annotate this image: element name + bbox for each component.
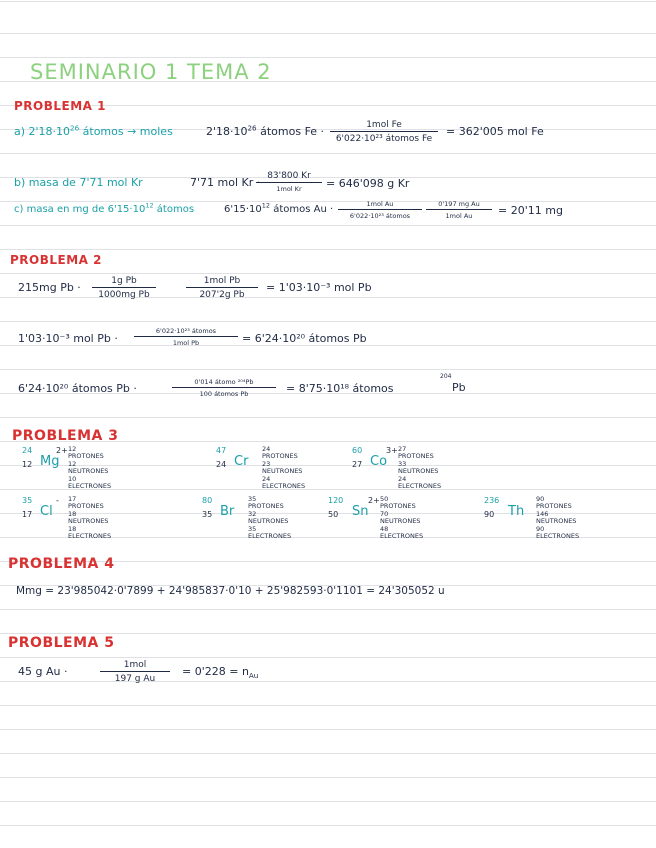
p1-c-lead: $6'15\cdot 10^{12}$ átomos Au · (224, 201, 334, 215)
protons: 12 PROTONES (68, 445, 104, 461)
problem-4-heading: PROBLEMA 4 (8, 556, 115, 572)
p2-line1-result: = 1'03·10⁻³ mol Pb (266, 281, 372, 294)
p1-a-result: = 362'005 mol Fe (446, 125, 544, 138)
p2-line2-fraction: 6'022·10²³ átomos 1mol Pb (134, 327, 238, 347)
atomic-number: 90 (484, 510, 495, 519)
protons: 24 PROTONES (262, 445, 298, 461)
neutrons: 146 NEUTRONES (536, 509, 577, 526)
mass-number: 60 (352, 446, 363, 455)
mass-number: 120 (328, 496, 344, 505)
page-title: SEMINARIO 1 TEMA 2 (30, 60, 272, 84)
p1-b-lead: 7'71 mol Kr · (190, 176, 261, 189)
p2-line1-lead: 215mg Pb · (18, 281, 81, 294)
protons: 17 PROTONES (68, 495, 104, 511)
p1-b-label: b) masa de 7'71 mol Kr (14, 176, 143, 189)
charge: 3+ (386, 446, 398, 455)
p2-line3-result: = 8'75·10¹⁸ átomos (286, 382, 394, 395)
protons: 35 PROTONES (248, 495, 284, 511)
protons: 27 PROTONES (398, 445, 434, 461)
mass-number: 24 (22, 446, 33, 455)
p2-line1-fraction-1: $\frac{\text{1g Pb}}{\text{1000mg Pb}}$ (92, 276, 156, 300)
particle-counts (398, 446, 441, 491)
p2-line2-lead: 1'03·10⁻³ mol Pb · (18, 332, 118, 345)
atomic-number: 50 (328, 510, 339, 519)
charge: - (56, 496, 59, 505)
element-symbol: Cr (234, 454, 249, 469)
mass-number: 47 (216, 446, 227, 455)
element-symbol: Co (370, 454, 388, 469)
mass-number: 35 (22, 496, 33, 505)
p1-a-label: a) $2'18\cdot 10^{26}$ átomos → moles (14, 123, 173, 138)
charge: 2+ (368, 496, 380, 505)
neutrons: 12 NEUTRONES (68, 459, 109, 476)
electrons: 24 ELECTRONES (262, 474, 306, 491)
p2-line2-result: = 6'24·10²⁰ átomos Pb (242, 332, 367, 345)
p1-a-lead: $2'18\cdot 10^{26}$ átomos Fe · (206, 123, 325, 138)
neutrons: 23 NEUTRONES (262, 459, 303, 476)
element-symbol: Mg (40, 454, 60, 469)
p5-lead: 45 g Au · (18, 665, 68, 678)
mass-number: 80 (202, 496, 213, 505)
neutrons: 18 NEUTRONES (68, 509, 109, 526)
particle-counts (68, 496, 111, 541)
p2-line3-lead: 6'24·10²⁰ átomos Pb · (18, 382, 137, 395)
p2-isotope-mass: 204 (440, 373, 452, 380)
atomic-number: 12 (22, 460, 33, 469)
electrons: 48 ELECTRONES (380, 524, 424, 541)
electrons: 24 ELECTRONES (398, 474, 442, 491)
p1-c-result: = 20'11 mg (498, 204, 563, 217)
protons: 90 PROTONES (536, 495, 572, 511)
particle-counts (248, 496, 291, 541)
particle-counts (536, 496, 579, 541)
atomic-number: 24 (216, 460, 227, 469)
p2-isotope-symbol: Pb (452, 381, 466, 394)
particle-counts (380, 496, 423, 541)
problem-1-heading: PROBLEMA 1 (14, 99, 106, 113)
element-symbol: Th (508, 504, 525, 519)
element-symbol: Br (220, 504, 235, 519)
neutrons: 32 NEUTRONES (248, 509, 289, 526)
p2-line3-fraction: 0'014 átomo ²⁰⁴Pb 100 átomos Pb (172, 378, 276, 398)
p1-b-fraction: 83'800 Kr 1mol Kr (256, 171, 322, 193)
problem-5-heading: PROBLEMA 5 (8, 635, 115, 651)
element-symbol: Cl (40, 504, 53, 519)
p1-b-result: = 646'098 g Kr (326, 177, 410, 190)
problem-3-heading: PROBLEMA 3 (12, 428, 119, 444)
p5-fraction: 1mol 197 g Au (100, 660, 170, 684)
electrons: 10 ELECTRONES (68, 474, 112, 491)
atomic-number: 27 (352, 460, 363, 469)
p1-c-label: c) masa en mg de $6'15\cdot 10^{12}$ átomos (14, 201, 195, 215)
p1-a-fraction: 1mol Fe 6'022·10²³ átomos Fe (330, 120, 438, 144)
p5-result: = $0'228 = n_{Au}$ (182, 665, 259, 681)
atomic-number: 35 (202, 510, 213, 519)
element-symbol: Sn (352, 504, 369, 519)
p1-c-fraction-2: 0'197 mg Au 1mol Au (426, 200, 492, 220)
particle-counts (262, 446, 305, 491)
electrons: 35 ELECTRONES (248, 524, 292, 541)
p2-line1-fraction-2: 1mol Pb 207'2g Pb (186, 276, 258, 300)
neutrons: 33 NEUTRONES (398, 459, 439, 476)
electrons: 18 ELECTRONES (68, 524, 112, 541)
problem-2-heading: PROBLEMA 2 (10, 253, 102, 267)
mass-number: 236 (484, 496, 500, 505)
atomic-number: 17 (22, 510, 33, 519)
electrons: 90 ELECTRONES (536, 524, 580, 541)
p4-formula: Mmg = 23'985042·0'7899 + 24'985837·0'10 + 25'982593·0'1101 = 24'305052 u (16, 585, 445, 597)
charge: 2+ (56, 446, 68, 455)
particle-counts (68, 446, 111, 491)
p1-c-fraction-1: 1mol Au 6'022·10²³ átomos (338, 200, 422, 220)
neutrons: 70 NEUTRONES (380, 509, 421, 526)
protons: 50 PROTONES (380, 495, 416, 511)
